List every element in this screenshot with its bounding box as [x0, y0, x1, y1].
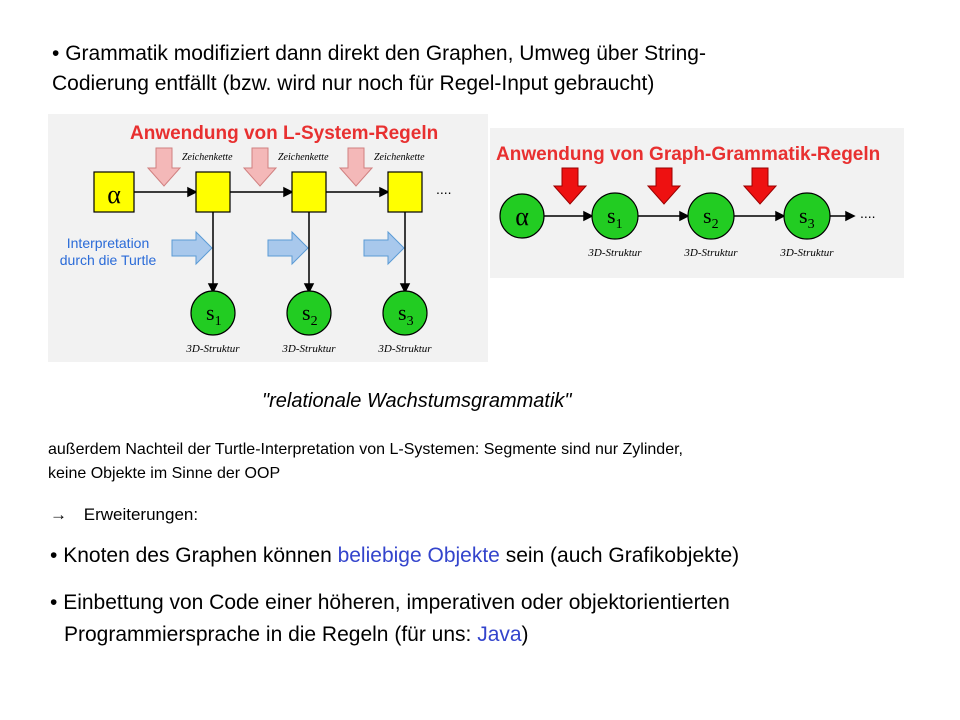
string-box-1	[196, 172, 230, 212]
graph-ellipsis: ....	[860, 205, 876, 221]
start-symbol: α	[107, 180, 121, 209]
lsystem-node-label-1: $s_1$	[206, 300, 222, 329]
graph-structure-label-1: 3D-Struktur	[588, 247, 642, 259]
lsystem-node-label-3: $s_3$	[398, 300, 414, 329]
intro-line-1	[52, 40, 706, 68]
bullet-code-text-1: Einbettung von Code einer höheren, imperativen oder objektorientierten	[63, 591, 730, 614]
implies-arrow-icon: →	[50, 505, 67, 524]
bullet-nodes-after: sein (auch Grafikobjekte)	[499, 544, 740, 567]
graph-grammar-diagram	[490, 128, 904, 278]
intro-text-2: Codierung entfällt (bzw. wird nur noch für Regel-Input gebraucht)	[52, 72, 655, 95]
lsystem-structure-label-1: 3D-Struktur	[186, 343, 240, 355]
drawback-line-1: außerdem Nachteil der Turtle-Interpretation von L-Systemen: Segmente sind nur Zylinder,	[48, 441, 683, 458]
bullet-mark: •	[50, 591, 58, 614]
string-label-2: Zeichenkette	[278, 152, 329, 163]
bullet-nodes-before: Knoten des Graphen können	[63, 544, 338, 567]
graph-node-label-1: $s_1$	[607, 203, 623, 232]
graph-node-label-2: $s_2$	[703, 203, 719, 232]
graph-title: Anwendung von Graph-Grammatik-Regeln	[496, 144, 881, 165]
lsystem-structure-label-3: 3D-Struktur	[378, 343, 432, 355]
lsystem-diagram	[48, 114, 488, 362]
bullet-code-line-2	[64, 621, 529, 649]
lsystem-title: Anwendung von L-System-Regeln	[130, 123, 439, 144]
graph-structure-label-2: 3D-Struktur	[684, 247, 738, 259]
drawback-line-2: keine Objekte im Sinne der OOP	[48, 465, 281, 482]
bullet-mark: •	[50, 544, 58, 567]
string-box-2	[292, 172, 326, 212]
bullet-nodes-highlight: beliebige Objekte	[337, 544, 500, 567]
string-label-1: Zeichenkette	[182, 152, 233, 163]
graph-node-label-3: $s_3$	[799, 203, 815, 232]
lsystem-node-label-2: $s_2$	[302, 300, 318, 329]
graph-structure-label-3: 3D-Struktur	[780, 247, 834, 259]
extensions-label: Erweiterungen:	[83, 505, 199, 524]
interpretation-line-1: Interpretation	[66, 235, 150, 251]
bullet-code-highlight: Java	[477, 623, 522, 646]
extensions-line	[50, 503, 198, 527]
bullet-code-line-1	[50, 589, 730, 617]
bullet-nodes	[50, 542, 739, 570]
bullet-code-before: Programmiersprache in die Regeln (für uns:	[64, 623, 478, 646]
diagram-caption: "relationale Wachstumsgrammatik"	[262, 390, 572, 412]
graph-start-symbol: α	[515, 202, 529, 231]
bullet-mark: •	[52, 42, 60, 65]
string-box-3	[388, 172, 422, 212]
lsystem-ellipsis: ....	[436, 181, 452, 197]
string-label-3: Zeichenkette	[374, 152, 425, 163]
interpretation-line-2: durch die Turtle	[59, 252, 157, 268]
bullet-code-after: )	[521, 623, 529, 646]
intro-text-1: Grammatik modifiziert dann direkt den Graphen, Umweg über String-	[65, 42, 706, 65]
lsystem-structure-label-2: 3D-Struktur	[282, 343, 336, 355]
